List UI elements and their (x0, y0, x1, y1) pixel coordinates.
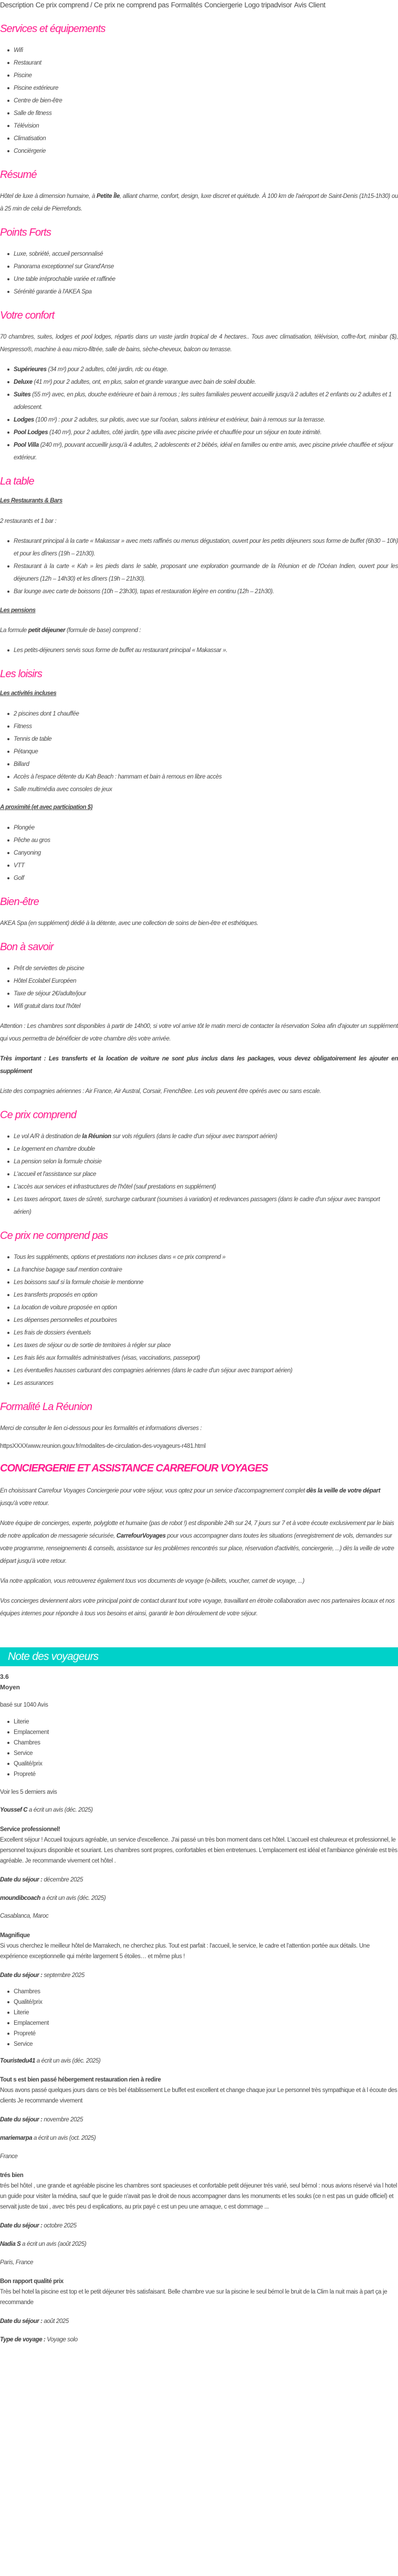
criterion: Chambres (14, 1986, 398, 1997)
list-item: Plongée (14, 822, 398, 834)
review-body: Nous avons passé quelques jours dans ce très bel établissement Le buffet est excellent et change chaque jour Le personnel très sympathique et à l écoute des clients Je recommande vivement (0, 2087, 397, 2105)
review-item (0, 1894, 398, 2049)
text: jusqu'à votre retour. (0, 1500, 49, 1507)
review-author: Touristedu41 (0, 2057, 35, 2064)
review-author: moundibcoach (0, 1895, 40, 1901)
formalite-section (0, 1401, 398, 1451)
value: novembre 2025 (44, 2117, 83, 2123)
room-item (14, 414, 398, 426)
text: (formule de base) comprend : (65, 627, 141, 634)
airlines-list: Liste des compagnies aériennes : Air France, Air Austral, Corsair, FrenchBee. Les vols peuvent être opérés avec ou sans escale. (0, 1088, 321, 1095)
conciergerie-p4: Vos concierges deviennent alors votre principal point de contact durant tout votre voyage, travaillant en étroite collaboration avec nos partenaires locaux et nos équipes internes pour répondre à tous vos besoins et ainsi, garantir le bon déroulement de votre séjour. (0, 1598, 395, 1617)
subheading-pensions: Les pensions (0, 607, 36, 614)
list-item (14, 1130, 398, 1143)
list-item: Télévision (14, 120, 398, 132)
room-item (14, 439, 398, 464)
criterion: Qualité/prix (14, 1997, 398, 2007)
list-item: Piscine extérieure (14, 82, 398, 94)
list-item: Accès à l'espace détente du Kah Beach : hammam et bain à remous en libre accès (14, 771, 398, 783)
list-item: Conciërgerie (14, 145, 398, 157)
review-date: (août 2025) (57, 2241, 87, 2248)
review-item (0, 2057, 398, 2125)
text: Le vol A/R à destination de (14, 1133, 82, 1140)
list-item: Tous les suppléments, options et prestations non incluses dans « ce prix comprend » (14, 1251, 398, 1264)
review-location: France (0, 2153, 18, 2160)
list-item: Centre de bien-être (14, 94, 398, 107)
nav-link-conciergerie[interactable]: Conciergerie (204, 1, 243, 9)
label: Date du séjour : (0, 2318, 43, 2325)
room-desc: (55 m²) avec, en plus, douche extérieure et bain à remous ; les suites familiales peuvent accueillir jusqu'à 2 adultes et 2 enfants ou 2 adultes et 1 adolescent. (14, 392, 392, 411)
criterion: Emplacement (14, 1727, 398, 1738)
value: septembre 2025 (44, 1972, 85, 1979)
excluded-list (0, 1251, 398, 1390)
review-criteria-list (0, 1986, 398, 2049)
points-forts-section (0, 227, 398, 298)
subheading-activites-incluses: Les activités incluses (0, 690, 57, 697)
text: , alliant charme, confort, design, luxe discret et quiétude. À 100 km de l'aéroport de Saint-Denis (1h15-1h30) ou à 25 min de celui de Pierrefonds. (0, 193, 398, 212)
list-item: Une table irréprochable variée et raffinée (14, 273, 398, 286)
room-desc: (240 m²), pouvant accueillir jusqu'à 4 adultes, 2 adolescents et 2 bébés, idéal en familles ou entre amis, avec piscine privée chauffée et séjour extérieur. (14, 442, 393, 461)
resume-text (0, 190, 398, 215)
room-item (14, 376, 398, 388)
text: pour vous accompagner dans toutes les situations (enregistrement de vols, demandes sur votre programme, renseignements & conseils, assistance sur les problèmes rencontrés sur place, réservation d'activités, conciergerie, ...) dès la veille de votre départ jusqu'à votre retour. (0, 1533, 394, 1565)
list-item: Salle multimédia avec consoles de jeux (14, 783, 398, 796)
nearby-activities-list (0, 822, 398, 885)
list-item: Le logement en chambre double (14, 1143, 398, 1155)
room-name: Pool Villa (14, 442, 39, 448)
review-title: Service professionnel! (0, 1826, 60, 1833)
list-item: Les taxes aéroport, taxes de sûreté, surcharge carburant (soumises à variation) et redevances passagers (dans le cadre d'un séjour avec transport aérien) (14, 1193, 398, 1218)
section-title: Les loisirs (0, 668, 43, 680)
room-desc: (140 m²), pour 2 adultes, côté jardin, type villa avec piscine privée et chauffée pour un séjour en toute intimité. (48, 429, 322, 436)
list-item: Bar lounge avec carte de boissons (10h – 23h30), tapas et restauration légère en continu (12h – 21h30). (14, 585, 398, 598)
anchor-nav (0, 0, 398, 12)
review-stay-date (0, 1971, 398, 1980)
list-item: Tennis de table (14, 733, 398, 745)
restaurants-intro: 2 restaurants et 1 bar : (0, 518, 57, 524)
criterion: Propreté (14, 2028, 398, 2039)
nav-link-avis-client[interactable]: Avis Client (294, 1, 326, 9)
conciergerie-p3: Via notre application, vous retrouverez également tous vos documents de voyage (e-billets, voucher, carnet de voyage, ...) (0, 1578, 305, 1585)
label: Date du séjour : (0, 1877, 43, 1884)
list-item: Taxe de séjour 2€/adulte/jour (14, 987, 398, 1000)
nav-link-prix[interactable]: Ce prix comprend / Ce prix ne comprend pas (35, 1, 169, 9)
reviews-count: basé sur 1040 Avis (0, 1702, 48, 1709)
review-item (0, 2134, 398, 2231)
list-item: Les petits-déjeuners servis sous forme de buffet au restaurant principal « Makassar ». (14, 644, 398, 657)
review-item (0, 1806, 398, 1884)
list-item: Billard (14, 758, 398, 771)
room-desc: (34 m²) pour 2 adultes, côté jardin, rdc ou étage. (46, 366, 169, 373)
rating-label: Moyen (0, 1684, 20, 1691)
text: a écrit un avis (27, 1807, 65, 1814)
list-item: VTT (14, 859, 398, 872)
list-item: Les transferts proposés en option (14, 1289, 398, 1301)
section-title: Points Forts (0, 227, 51, 238)
review-date: (déc. 2025) (72, 2057, 101, 2064)
list-item: Les éventuelles hausses carburant des compagnies aériennes (dans le cadre d'un séjour avec transport aérien) (14, 1364, 398, 1377)
list-item: Panorama exceptionnel sur Grand'Anse (14, 260, 398, 273)
important-notice (0, 1053, 398, 1078)
location-name: Petite Île (96, 193, 120, 199)
list-item: Les dépenses personnelles et pourboires (14, 1314, 398, 1327)
room-desc: (41 m²) pour 2 adultes, ont, en plus, salon et grande varangue avec bain de soleil double. (32, 379, 256, 385)
room-name: Lodges (14, 417, 34, 423)
label: Date du séjour : (0, 2223, 43, 2230)
nav-link-formalites[interactable]: Formalités (171, 1, 203, 9)
review-body: trés bel hôtel , une grande et agréable piscine les chambres sont spacieuses et confortable petit déjeuner trés varié, seul bémol : nous avions réservé via l hotel un guide pour visiter la médina, sauf que le guide n'avait pas le droit de nous accompagner dans les monuments et les souks (ce n est pas un guide officiel) et servait juste de taxi , avec trés peu d explications, au prix payé c est un peu une arnaque, c est dommage ... (0, 2183, 397, 2211)
prix-ne-comprend-pas-section (0, 1230, 398, 1390)
subheading-restaurants: Les Restaurants & Bars (0, 498, 62, 504)
list-item: Les taxes de séjour ou de sortie de territoires à régler sur place (14, 1339, 398, 1352)
text: sur vols réguliers (dans le cadre d'un séjour avec transport aérien) (111, 1133, 277, 1140)
text-bold: dès la veille de votre départ (306, 1488, 381, 1495)
prix-comprend-section (0, 1109, 398, 1218)
review-title: Bon rapport qualité prix (0, 2278, 64, 2285)
conciergerie-p1 (0, 1485, 398, 1510)
list-item: Pêche au gros (14, 834, 398, 847)
value: Voyage solo (47, 2337, 78, 2343)
text: a écrit un avis (20, 2241, 58, 2248)
text: Notre équipe de concierges, experte, polyglotte et humaine (pas de robot !) est disponible 24h sur 24, 7 jours sur 7 et à votre écoute exclusivement par le biais de notre application de messagerie sécurisée, (0, 1520, 394, 1540)
destination: la Réunion (82, 1133, 111, 1140)
list-item: L'accès aux services et infrastructures de l'hôtel (sauf prestations en supplément) (14, 1181, 398, 1193)
review-item (0, 2240, 398, 2344)
pension-list (0, 644, 398, 657)
confort-section (0, 310, 398, 464)
review-date: (déc. 2025) (77, 1895, 106, 1901)
value: décembre 2025 (44, 1877, 83, 1884)
conciergerie-section (0, 1461, 398, 1620)
list-item: Canyoning (14, 847, 398, 859)
review-body: Excellent séjour ! Accueil toujours agréable, un service d'excellence. J'ai passé un très bon moment dans cet hôtel. L'accueil est chaleureux et professionnel, le personnel toujours disponible et souriant. Les chambres sont propres, confortables et bien entretenues. L'emplacement est idéal et l'ambiance générale est très agréable. Je recommande vivement cet hôtel . (0, 1837, 397, 1865)
reviews-section (0, 1647, 398, 2344)
room-item (14, 426, 398, 439)
restaurants-list (0, 535, 398, 598)
list-item: Les boissons sauf si la formule choisie le mentionne (14, 1276, 398, 1289)
list-item: Luxe, sobriété, accueil personnalisé (14, 248, 398, 260)
value: octobre 2025 (44, 2223, 77, 2230)
review-stay-date (0, 2222, 398, 2231)
app-name: CarrefourVoyages (116, 1533, 166, 1540)
formalite-url[interactable]: httpsXXXXwww.reunion.gouv.fr/modalites-de-circulation-des-voyageurs-r481.html (0, 1443, 206, 1449)
text: La formule (0, 627, 28, 634)
review-author: mariemarpa (0, 2135, 33, 2142)
room-item (14, 388, 398, 414)
section-title: Résumé (0, 169, 37, 181)
important-text: Très important : Les transferts et la location de voiture ne sont plus inclus dans les packages, vous devez obligatoirement les ajouter en supplément (0, 1055, 398, 1075)
list-item: La franchise bagage sauf mention contraire (14, 1264, 398, 1276)
section-title: Votre confort (0, 310, 55, 321)
list-item: Fitness (14, 720, 398, 733)
review-location: Casablanca, Maroc (0, 1913, 49, 1920)
label: Date du séjour : (0, 2117, 43, 2123)
confort-intro: 70 chambres, suites, lodges et pool lodges, répartis dans un vaste jardin tropical de 4 hectares.. Tous avec climatisation, télévision, coffre-fort, minibar ($), Nespresso®, machine à eau micro-filtrée, salle de bains, sèche-cheveux, balcon ou terrasse. (0, 334, 398, 353)
text: a écrit un avis (40, 1895, 78, 1901)
included-activities-list (0, 708, 398, 796)
review-location: Paris, France (0, 2259, 34, 2266)
services-section (0, 23, 398, 157)
room-item (14, 363, 398, 376)
review-author-line (0, 2240, 398, 2249)
attention-notice: Attention : Les chambres sont disponibles à partir de 14h00, si votre vol arrive tôt le matin merci de contacter la réservation Solea afin d'ajouter un supplément qui vous permettra de bénéficier de votre chambre dès votre arrivée. (0, 1023, 398, 1042)
label: Type de voyage : (0, 2337, 46, 2343)
review-author: Nadia S (0, 2241, 21, 2248)
section-title: CONCIERGERIE ET ASSISTANCE CARREFOUR VOYAGES (0, 1463, 268, 1475)
criterion: Qualité/prix (14, 1759, 398, 1769)
review-author-line (0, 2134, 398, 2143)
see-last-reviews-link[interactable]: Voir les 5 derniers avis (0, 1789, 57, 1796)
criterion: Service (14, 1748, 398, 1759)
formalite-text: Merci de consulter le lien ci-dessous pour les formalités et informations diverses : (0, 1425, 202, 1432)
nav-link-description[interactable]: Description (0, 1, 34, 9)
review-author-line (0, 1894, 398, 1903)
table-section (0, 476, 398, 657)
room-name: Deluxe (14, 379, 33, 385)
good-to-know-list (0, 962, 398, 1013)
review-stay-date (0, 2317, 398, 2326)
review-trip-type (0, 2336, 398, 2344)
subheading-a-proximite: A proximité (et avec participation $) (0, 804, 92, 811)
review-title: trés bien (0, 2172, 24, 2179)
criterion: Literie (14, 1717, 398, 1727)
reviews-banner: Note des voyageurs (0, 1647, 398, 1666)
criterion: Service (14, 2039, 398, 2049)
review-author-line (0, 2057, 398, 2066)
list-item: La location de voiture proposée en option (14, 1301, 398, 1314)
resume-section (0, 169, 398, 215)
text: a écrit un avis (32, 2135, 69, 2142)
loisirs-section (0, 668, 398, 884)
review-body: Si vous cherchez le meilleur hôtel de Marrakech, ne cherchez plus. Tout est parfait : l'accueil, le service, le cadre et l'attention portée aux détails. Une expérience exceptionnelle qui mérite largement 5 étoiles… et même plus ! (0, 1943, 370, 1960)
review-date: (déc. 2025) (64, 1807, 93, 1814)
pension-text (0, 624, 398, 637)
list-item: Les frais de dossiers éventuels (14, 1327, 398, 1339)
rooms-list (0, 363, 398, 464)
criterion: Propreté (14, 1769, 398, 1780)
list-item: Wifi gratuit dans tout l'hôtel (14, 1000, 398, 1013)
criterion: Chambres (14, 1738, 398, 1748)
section-title: Bien-être (0, 896, 39, 908)
section-title: La table (0, 476, 34, 487)
room-name: Suites (14, 392, 31, 398)
bon-a-savoir-section (0, 941, 398, 1098)
criterion: Emplacement (14, 2018, 398, 2028)
list-item: L'accueil et l'assistance sur place (14, 1168, 398, 1181)
list-item: Pétanque (14, 745, 398, 758)
bien-etre-text: AKEA Spa (en supplément) dédié à la détente, avec une collection de soins de bien-être et esthétiques. (0, 920, 258, 927)
included-list (0, 1130, 398, 1218)
section-title: Ce prix comprend (0, 1109, 77, 1121)
section-title: Bon à savoir (0, 941, 54, 953)
text: Hôtel de luxe à dimension humaine, à (0, 193, 97, 199)
rating-score: 3.6 (0, 1673, 9, 1681)
list-item: Climatisation (14, 132, 398, 145)
conciergerie-p2 (0, 1517, 398, 1568)
list-item: Les frais liés aux formalités administratives (visas, vaccinations, passeport) (14, 1352, 398, 1364)
section-title: Ce prix ne comprend pas (0, 1229, 108, 1242)
nav-link-tripadvisor-logo[interactable]: Logo tripadvisor (244, 1, 292, 9)
label: Date du séjour : (0, 1972, 43, 1979)
text: a écrit un avis (35, 2057, 72, 2064)
list-item: 2 piscines dont 1 chauffée (14, 708, 398, 720)
room-name: Pool Lodges (14, 429, 48, 436)
bien-etre-section (0, 896, 398, 930)
list-item: Golf (14, 872, 398, 885)
review-stay-date (0, 2116, 398, 2125)
review-stay-date (0, 1876, 398, 1885)
value: août 2025 (44, 2318, 69, 2325)
room-name: Supérieures (14, 366, 47, 373)
list-item: La pension selon la formule choisie (14, 1155, 398, 1168)
text: En choisissant Carrefour Voyages Conciergerie pour votre séjour, vous optez pour un service d'accompagnement complet (0, 1488, 307, 1495)
review-title: Magnifique (0, 1932, 30, 1939)
rating-criteria-list (0, 1717, 398, 1780)
list-item: Les assurances (14, 1377, 398, 1390)
review-body: Très bel hotel la piscine est top et le petit déjeuner très satisfaisant. Belle chambre vue sur la piscine le seul bémol le bruit de la Clim la nuit mais à part ça je recommande (0, 2289, 387, 2306)
room-desc: (100 m²) : pour 2 adultes, sur pilotis, avec vue sur l'océan, salons intérieur et extérieur, bain à remous sur la terrasse. (34, 417, 326, 423)
list-item: Restaurant à la carte « Kah » les pieds dans le sable, proposant une exploration gourmande de la Réunion et de l'Océan Indien, ouvert pour les déjeuners (12h – 14h30) et les dîners (19h – 21h30). (14, 560, 398, 585)
list-item: Restaurant (14, 57, 398, 69)
review-author: Youssef C (0, 1807, 28, 1814)
list-item: Wifi (14, 44, 398, 57)
list-item: Restaurant principal à la carte « Makassar » avec mets raffinés ou menus dégustation, ouvert pour les petits déjeuners sous forme de buffet (6h30 – 10h) et pour les dîners (19h – 21h30). (14, 535, 398, 560)
review-title: Tout s est bien passé hébergement restauration rien à redire (0, 2077, 161, 2084)
review-date: (oct. 2025) (69, 2135, 96, 2142)
list-item: Sérénité garantie à l'AKEA Spa (14, 286, 398, 298)
criterion: Literie (14, 2007, 398, 2018)
list-item: Hôtel Ecolabel Européen (14, 975, 398, 987)
pension-name: petit déjeuner (28, 627, 66, 634)
review-author-line (0, 1806, 398, 1815)
section-title: Services et équipements (0, 23, 106, 35)
services-list (0, 44, 398, 157)
highlights-list (0, 248, 398, 298)
section-title: Formalité La Réunion (0, 1401, 92, 1413)
list-item: Prêt de serviettes de piscine (14, 962, 398, 975)
list-item: Salle de fitness (14, 107, 398, 120)
list-item: Piscine (14, 69, 398, 82)
